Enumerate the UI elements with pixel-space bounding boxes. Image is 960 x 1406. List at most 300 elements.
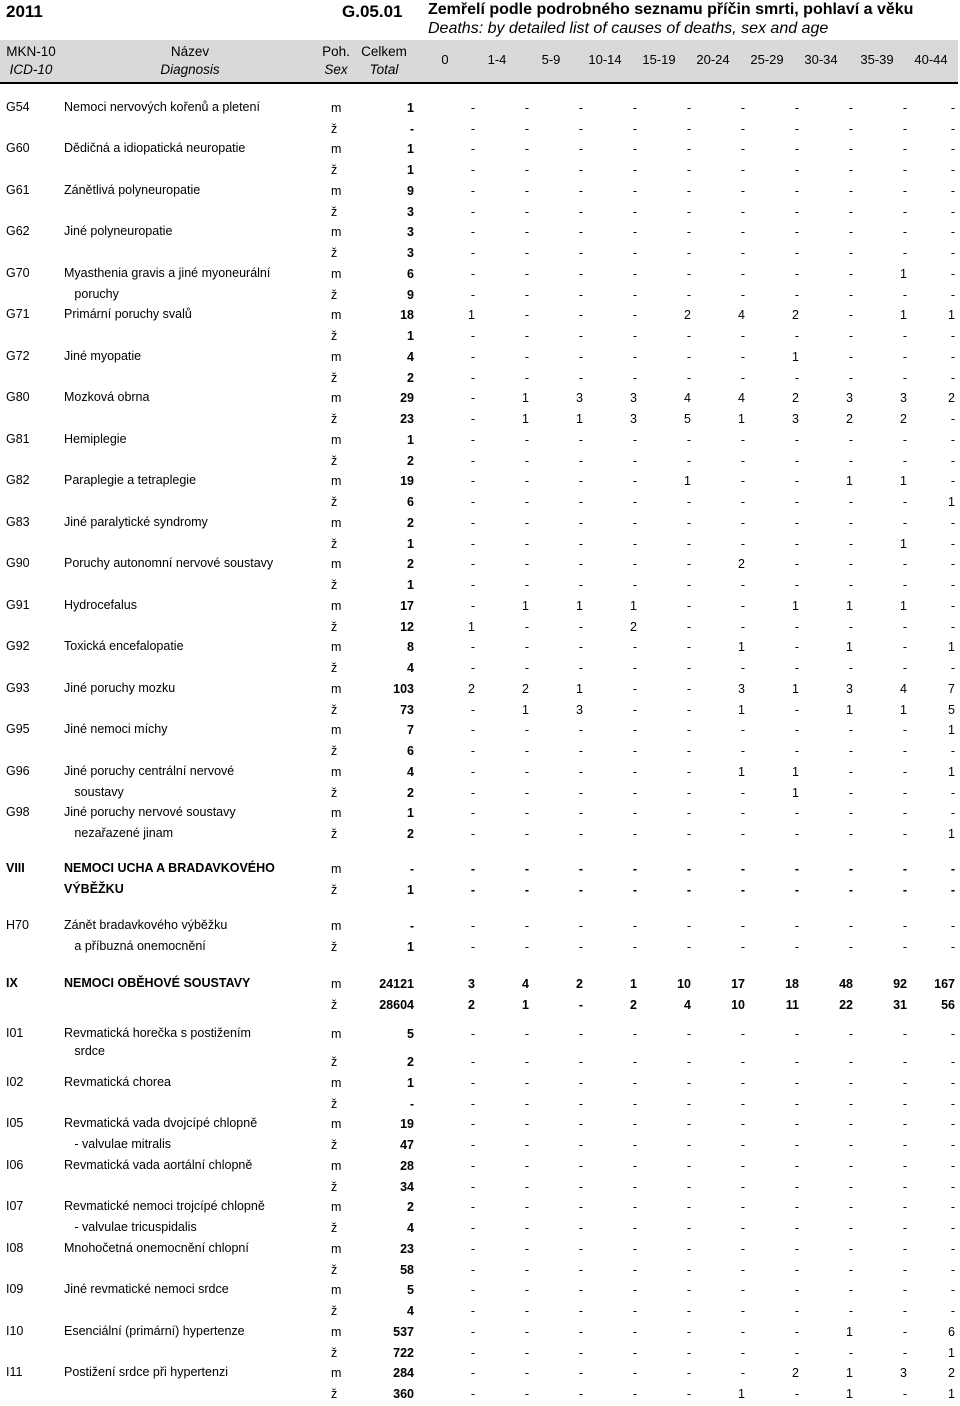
total-cell: 2 [407,454,414,468]
age-cell: - [632,1097,637,1111]
age-cell: 1 [846,640,853,654]
diagnosis-name-continuation [0,1044,960,1064]
age-cell: 1 [468,620,475,634]
age-cell: 1 [948,827,955,841]
total-cell: 2 [407,786,414,800]
age-cell: - [470,557,475,571]
age-cell: - [794,1055,799,1069]
age-cell: - [578,620,583,634]
age-cell: - [740,537,745,551]
diagnosis-name: Postižení srdce při hypertenzi [64,1365,228,1379]
age-cell: - [740,1325,745,1339]
header-age-20-24: 20-24 [696,52,730,67]
age-cell: - [740,1200,745,1214]
age-cell: - [578,786,583,800]
age-cell: - [470,703,475,717]
age-cell: - [848,1097,853,1111]
diagnosis-name: Jiné myopatie [64,349,142,363]
age-cell: 3 [846,682,853,696]
age-cell: - [578,122,583,136]
diagnosis-name: Revmatická horečka s postižením [64,1026,251,1040]
age-cell: - [524,1076,529,1090]
table-row [0,266,960,286]
age-cell: - [740,1304,745,1318]
age-cell: - [686,1366,691,1380]
age-cell: - [524,288,529,302]
diagnosis-name: Hemiplegie [64,432,127,446]
age-cell: - [848,1076,853,1090]
age-cell: - [524,723,529,737]
total-cell: 9 [407,288,414,302]
age-cell: - [578,744,583,758]
age-cell: - [686,578,691,592]
age-cell: - [686,744,691,758]
total-cell: - [409,919,414,933]
age-cell: - [470,205,475,219]
age-cell: - [470,101,475,115]
age-cell: - [740,1138,745,1152]
age-cell: - [902,578,907,592]
header-age-40-44: 40-44 [914,52,948,67]
diagnosis-name: Jiné nemoci míchy [64,722,168,736]
age-cell: - [470,412,475,426]
diagnosis-name: Jiné revmatické nemoci srdce [64,1282,229,1296]
table-row [0,976,960,996]
age-cell: - [470,862,475,876]
age-cell: 2 [522,682,529,696]
age-cell: - [578,246,583,260]
age-cell: 11 [785,998,799,1012]
table-row [0,598,960,618]
total-cell: 9 [407,184,414,198]
age-cell: 18 [785,977,799,991]
sex-cell: ž [331,454,338,468]
age-cell: - [902,723,907,737]
age-cell: - [470,578,475,592]
total-cell: 360 [393,1387,414,1401]
sex-cell: ž [331,620,338,634]
age-cell: - [740,620,745,634]
age-cell: - [950,806,955,820]
total-cell: 1 [407,940,414,954]
age-cell: - [794,495,799,509]
sex-cell: ž [331,1180,338,1194]
sex-cell: ž [331,1221,338,1235]
table-row [0,1345,960,1365]
age-cell: - [686,205,691,219]
diagnosis-name: Esenciální (primární) hypertenze [64,1324,245,1338]
age-cell: - [686,101,691,115]
age-cell: 1 [900,537,907,551]
age-cell: - [524,1263,529,1277]
age-cell: - [950,433,955,447]
diagnosis-name: nezařazené jinam [64,826,174,840]
age-cell: - [950,412,955,426]
sex-cell: m [331,1283,342,1297]
diagnosis-name: Primární poruchy svalů [64,307,192,321]
age-cell: - [740,267,745,281]
diagnosis-code: I02 [6,1075,24,1089]
table-row [0,1199,960,1219]
age-cell: - [686,883,691,897]
age-cell: - [578,1366,583,1380]
year: 2011 [6,2,43,21]
age-cell: - [740,288,745,302]
age-cell: - [578,267,583,281]
age-cell: - [470,883,475,897]
age-cell: - [794,1221,799,1235]
table-row [0,1075,960,1095]
age-cell: - [902,371,907,385]
age-cell: 1 [630,977,637,991]
age-cell: - [686,537,691,551]
age-cell: - [524,474,529,488]
table-row [0,328,960,348]
age-cell: - [950,371,955,385]
age-cell: - [950,1263,955,1277]
diagnosis-name: Revmatická vada dvojcípé chlopně [64,1116,258,1130]
age-cell: - [578,1283,583,1297]
age-cell: - [686,1200,691,1214]
age-cell: 1 [846,599,853,613]
diagnosis-name: Jiné polyneuropatie [64,224,173,238]
age-cell: - [470,267,475,281]
age-cell: - [470,1138,475,1152]
table-row [0,162,960,182]
diagnosis-code: G82 [6,473,30,487]
age-cell: - [950,350,955,364]
age-cell: - [578,184,583,198]
age-cell: 2 [846,412,853,426]
age-cell: - [848,184,853,198]
header-age-15-19: 15-19 [642,52,676,67]
age-cell: - [470,329,475,343]
age-cell: - [794,744,799,758]
total-cell: 103 [393,682,414,696]
age-cell: 1 [738,640,745,654]
age-cell: - [848,1117,853,1131]
age-cell: - [632,1200,637,1214]
age-cell: - [578,862,583,876]
total-cell: 7 [407,723,414,737]
sex-cell: ž [331,1346,338,1360]
total-cell: 1 [407,329,414,343]
age-cell: 1 [522,703,529,717]
total-cell: 1 [407,101,414,115]
age-cell: - [470,391,475,405]
table-row [0,1158,960,1178]
age-cell: - [740,827,745,841]
age-cell: - [740,122,745,136]
age-cell: - [740,1117,745,1131]
age-cell: - [632,371,637,385]
age-cell: - [848,288,853,302]
table-row [0,702,960,722]
age-cell: 2 [468,998,475,1012]
age-cell: - [524,350,529,364]
table-row [0,1241,960,1261]
sex-cell: m [331,184,342,198]
age-cell: - [686,1263,691,1277]
diagnosis-name: NEMOCI OBĚHOVÉ SOUSTAVY [64,976,251,990]
age-cell: - [470,1055,475,1069]
header-age-10-14: 10-14 [588,52,622,67]
age-cell: - [578,1346,583,1360]
age-cell: - [794,557,799,571]
age-cell: - [794,122,799,136]
age-cell: 1 [846,1366,853,1380]
age-cell: 2 [792,1366,799,1380]
age-cell: - [470,246,475,260]
age-cell: - [524,329,529,343]
age-cell: - [686,1283,691,1297]
sex-cell: ž [331,1263,338,1277]
table-row [0,639,960,659]
age-cell: - [470,1325,475,1339]
age-cell: - [578,827,583,841]
age-cell: - [632,1242,637,1256]
sex-cell: ž [331,703,338,717]
age-cell: - [794,516,799,530]
age-cell: - [686,661,691,675]
age-cell: - [902,288,907,302]
age-cell: - [902,246,907,260]
age-cell: - [470,1027,475,1041]
age-cell: - [950,1117,955,1131]
diagnosis-code: H70 [6,918,29,932]
age-cell: - [848,1027,853,1041]
age-cell: - [794,806,799,820]
sex-cell: m [331,1242,342,1256]
table-row [0,370,960,390]
age-cell: - [632,288,637,302]
age-cell: - [902,1304,907,1318]
table-row [0,473,960,493]
table-row [0,660,960,680]
age-cell: - [632,537,637,551]
table-row [0,245,960,265]
total-cell: 18 [400,308,414,322]
age-cell: 1 [846,703,853,717]
age-cell: - [794,578,799,592]
age-cell: - [950,122,955,136]
age-cell: - [902,516,907,530]
age-cell: 3 [576,703,583,717]
table-row [0,100,960,120]
age-cell: - [632,883,637,897]
total-cell: - [409,862,414,876]
diagnosis-code: I07 [6,1199,24,1213]
diagnosis-name: Zánětlivá polyneuropatie [64,183,201,197]
age-cell: 3 [792,412,799,426]
age-cell: - [578,557,583,571]
total-cell: 284 [393,1366,414,1380]
age-cell: - [740,225,745,239]
age-cell: - [794,163,799,177]
age-cell: - [686,329,691,343]
age-cell: - [632,205,637,219]
age-cell: - [470,225,475,239]
age-cell: - [848,1221,853,1235]
age-cell: - [794,1200,799,1214]
age-cell: - [632,765,637,779]
age-cell: 1 [792,350,799,364]
age-cell: 31 [893,998,907,1012]
age-cell: - [848,1263,853,1277]
age-cell: - [524,786,529,800]
age-cell: - [686,1097,691,1111]
diagnosis-name: - valvulae tricuspidalis [64,1220,197,1234]
age-cell: - [578,329,583,343]
header-age-1-4: 1-4 [487,52,507,67]
sex-cell: ž [331,371,338,385]
diagnosis-code: G98 [6,805,30,819]
header-sex: Poh. Sex [322,44,350,77]
table-row [0,1179,960,1199]
age-cell: - [794,1076,799,1090]
age-cell: 1 [846,1325,853,1339]
age-cell: 2 [792,391,799,405]
age-cell: - [524,1200,529,1214]
age-cell: 1 [948,723,955,737]
age-cell: - [578,371,583,385]
age-cell: - [950,288,955,302]
total-cell: 2 [407,516,414,530]
sex-cell: m [331,433,342,447]
age-cell: - [848,350,853,364]
age-cell: - [632,578,637,592]
sex-cell: m [331,599,342,613]
age-cell: - [794,1263,799,1277]
age-cell: 1 [948,640,955,654]
age-cell: - [950,1283,955,1297]
sex-cell: m [331,1117,342,1131]
age-cell: - [950,329,955,343]
age-cell: - [578,225,583,239]
age-cell: - [740,940,745,954]
age-cell: 1 [522,412,529,426]
age-cell: - [848,516,853,530]
total-cell: 2 [407,1200,414,1214]
age-cell: - [524,537,529,551]
age-cell: - [578,288,583,302]
age-cell: - [524,101,529,115]
age-cell: - [524,765,529,779]
age-cell: - [470,537,475,551]
age-cell: - [632,940,637,954]
sex-cell: ž [331,163,338,177]
age-cell: - [794,329,799,343]
age-cell: - [578,1027,583,1041]
total-cell: 4 [407,661,414,675]
age-cell: - [524,142,529,156]
diagnosis-code: G96 [6,764,30,778]
age-cell: - [902,1263,907,1277]
diagnosis-name: Revmatická vada aortální chlopně [64,1158,253,1172]
age-cell: 2 [792,308,799,322]
diagnosis-name: VÝBĚŽKU [64,882,124,896]
table-row [0,1096,960,1116]
total-cell: 4 [407,1304,414,1318]
age-cell: - [740,495,745,509]
diagnosis-name: Myasthenia gravis a jiné myoneurální [64,266,271,280]
diagnosis-name: poruchy [64,287,119,301]
age-cell: - [686,599,691,613]
age-cell: - [902,557,907,571]
age-cell: 4 [738,391,745,405]
age-cell: 6 [948,1325,955,1339]
age-cell: 1 [738,1387,745,1401]
age-cell: - [470,1387,475,1401]
age-cell: - [578,578,583,592]
age-cell: - [950,163,955,177]
diagnosis-name: srdce [64,1044,105,1058]
age-cell: - [794,225,799,239]
table-row [0,1386,960,1406]
diagnosis-name: soustavy [64,785,124,799]
age-cell: - [470,371,475,385]
table-id: G.05.01 [342,2,403,21]
age-cell: 2 [948,1366,955,1380]
table-row [0,764,960,784]
age-cell: - [686,163,691,177]
diagnosis-code: I09 [6,1282,24,1296]
age-cell: - [686,371,691,385]
age-cell: - [950,537,955,551]
age-cell: - [950,246,955,260]
table-row [0,882,960,902]
age-cell: 1 [846,1387,853,1401]
age-cell: - [632,101,637,115]
age-cell: - [740,454,745,468]
sex-cell: m [331,723,342,737]
age-cell: - [794,1117,799,1131]
total-cell: 2 [407,371,414,385]
age-cell: - [848,1346,853,1360]
age-cell: - [740,474,745,488]
age-cell: - [902,1159,907,1173]
age-cell: - [848,1283,853,1297]
age-cell: - [686,267,691,281]
age-cell: - [470,288,475,302]
age-cell: - [578,495,583,509]
age-cell: - [686,1242,691,1256]
age-cell: - [902,1346,907,1360]
diagnosis-code: I01 [6,1026,24,1040]
header-age-5-9: 5-9 [541,52,561,67]
total-cell: 19 [400,474,414,488]
age-cell: - [632,827,637,841]
age-cell: - [848,246,853,260]
age-cell: 1 [576,599,583,613]
age-cell: - [470,516,475,530]
age-cell: - [632,1346,637,1360]
age-cell: 17 [731,977,745,991]
age-cell: - [470,1200,475,1214]
age-cell: - [578,1387,583,1401]
diagnosis-name: - valvulae mitralis [64,1137,171,1151]
total-cell: 5 [407,1283,414,1297]
age-cell: - [902,806,907,820]
age-cell: - [524,640,529,654]
age-cell: - [902,1283,907,1297]
sex-cell: ž [331,786,338,800]
total-cell: 3 [407,225,414,239]
age-cell: - [578,1304,583,1318]
age-cell: - [740,1346,745,1360]
table-row [0,536,960,556]
diagnosis-code: G83 [6,515,30,529]
